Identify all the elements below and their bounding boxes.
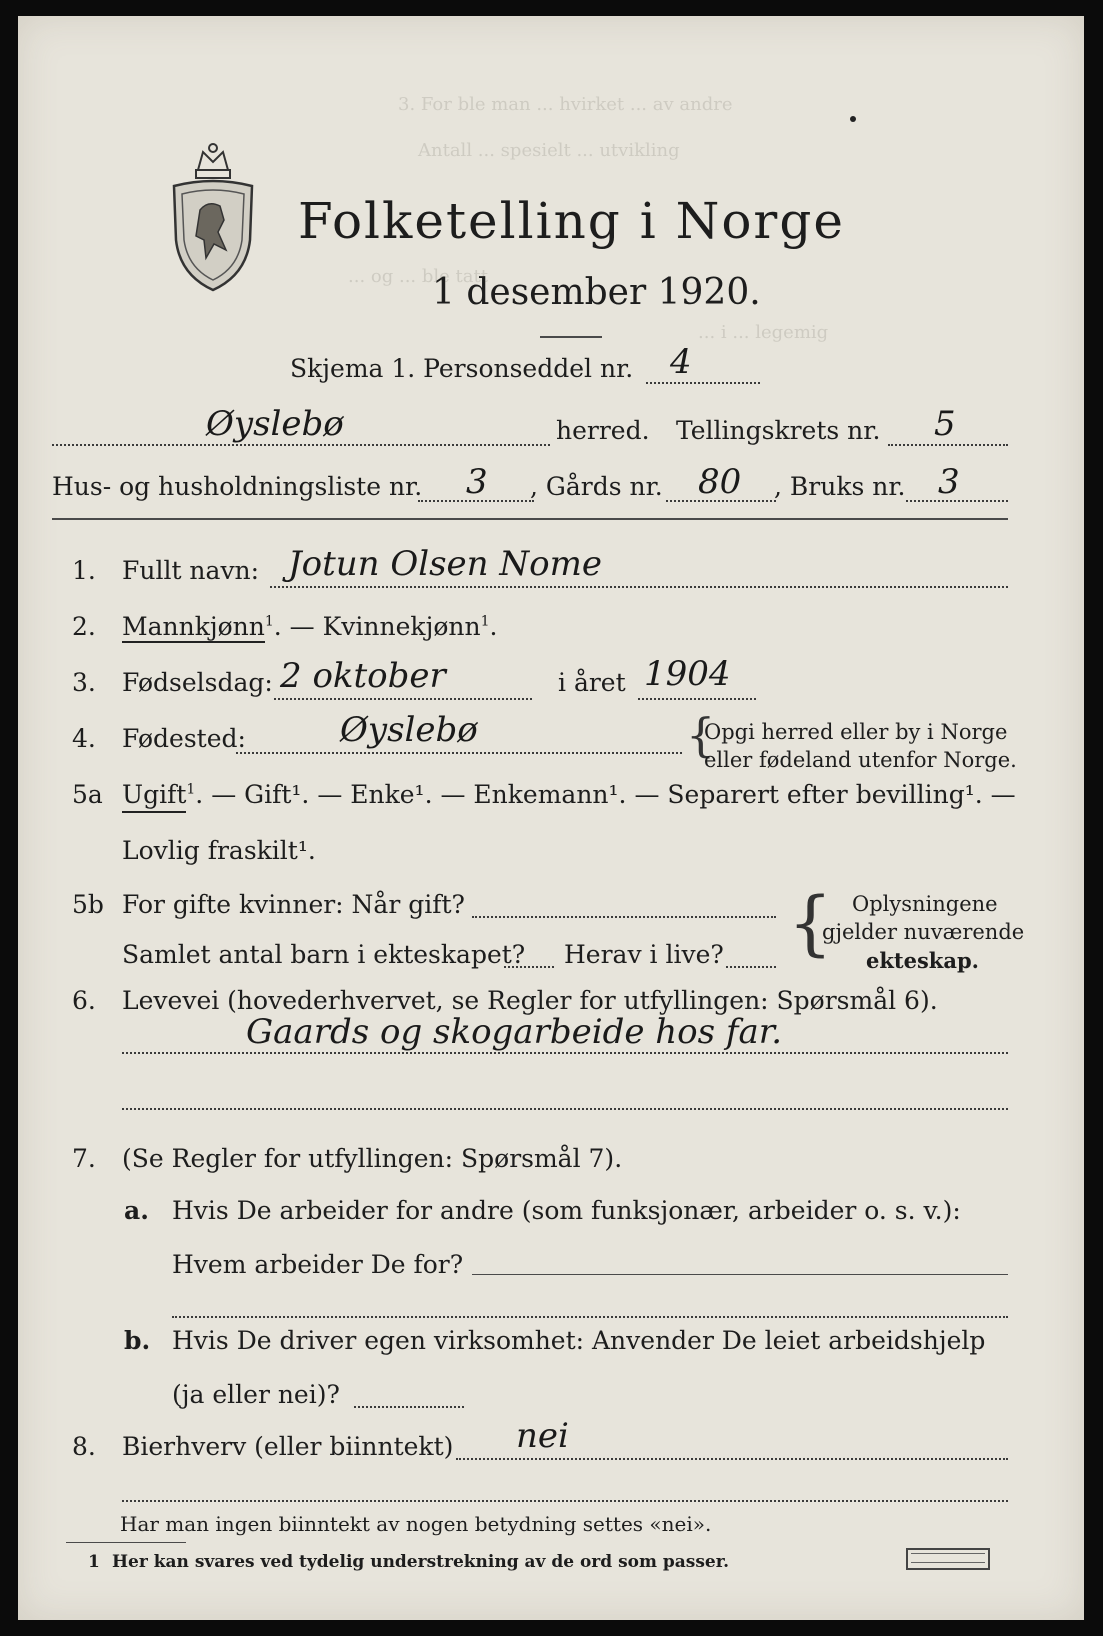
q1-line [270,586,1008,588]
q7-label: (Se Regler for utfyllingen: Spørsmål 7). [122,1144,623,1173]
q8-line1 [456,1458,1008,1460]
tellingskrets-line [888,444,1008,446]
footnote-mark: 1 [186,781,196,798]
herred-label: herred. [556,416,650,445]
marital-ugift-option[interactable]: Ugift [122,780,186,813]
q3-year-label: i året [558,668,626,697]
q2-options: Mannkjønn$^1$. — Kvinnekjønn$^1$. [122,612,498,641]
personseddel-line [646,382,760,384]
q7a-line1 [472,1274,1008,1275]
birth-year-value[interactable]: 1904 [644,654,731,694]
q7b-letter: b. [124,1326,151,1355]
q4-brace: { [686,708,716,762]
side-income-value[interactable]: nei [516,1416,569,1456]
q7-number: 7. [72,1144,96,1173]
census-date: 1 desember 1920. [432,272,761,313]
footnote-divider [66,1542,186,1543]
herred-line [52,444,550,446]
q6-line1 [122,1052,1008,1054]
herred-value[interactable]: Øyslebø [206,404,344,444]
q3-line [274,698,532,700]
q1-label: Fullt navn: [122,556,260,585]
q5a-number: 5a [72,780,103,809]
occupation-value[interactable]: Gaards og skogarbeide hos far. [246,1012,783,1052]
ink-spot [850,116,856,122]
q5b-brace: { [788,882,833,964]
census-form-page: Folketelling i Norge 1 desember 1920. 3. For ble man ... hvirket ... av andre Antall ... spesielt ... utvikling ... og ... ble tatt ... i ... legemig Skjema 1. Personseddel nr. 4 Øyslebø herred. Tellingskrets nr. 5 Hus- og husholdningsliste nr. 3 , Gårds nr. 80 , Bruks nr. 3 1. Fullt navn: Jotun Olsen Nome 2. Mannkjønn$^1$. — Kvinnekjønn$^1$. 3. Fødselsdag: 2 oktober i året 1904 4. Fødested: Øyslebø { Opgi herred eller by i Norge eller fødeland utenfor Norge. 5a Ugift$^1$. — Gift¹. — Enke¹. — Enkemann¹. — Separert efter bevilling¹. — Lovlig fraskilt¹. 5b For gifte kvinner: Når gift? Samlet antal barn i ekteskapet? Herav i live? { Oplysningene gjelder nuværende ekteskap. 6. Levevei (hovederhvervet, se Regler for utfyllingen: Spørsmål 6). Gaards og skogarbeide hos far. 7. (Se Regler for utfyllingen: Spørsmål 7). a. Hvis De arbeider for andre (som funksjonær, arbeider o. s. v.): Hvem arbeider De for? b. Hvis De driver egen virksomhet: Anvender De leiet arbeidshjelp (ja eller nei)? 8. Bierhverv (eller biinntekt) nei Har man ingen biinntekt av nogen betydning settes «nei». 1 Her kan svares ved tydelig understrekning av de ord som passer. [18,16,1084,1620]
footnote-mark: 1 [264,613,274,630]
tellingskrets-label: Tellingskrets nr. [676,416,881,445]
footnote-number: 1 [88,1552,100,1572]
q5b-note1: Oplysningene [852,892,998,916]
q3-year-line [638,698,756,700]
q7b-line [354,1406,464,1408]
q5b-note3: ekteskap. [866,948,979,973]
q3-label: Fødselsdag: [122,668,273,697]
footnote-mark: 1 [480,613,490,630]
marital-other-options[interactable]: . — Gift¹. — Enke¹. — Enkemann¹. — Separert efter bevilling¹. — [195,780,1016,809]
q2-separator: . — [273,612,323,641]
q5b-married-line [472,916,776,918]
bruks-label: , Bruks nr. [774,472,906,501]
husliste-nr[interactable]: 3 [466,462,488,502]
q4-note-line1: Opgi herred eller by i Norge [704,720,1008,744]
q3-number: 3. [72,668,96,697]
form-title: Folketelling i Norge [298,192,845,250]
q7a-line2 [172,1316,1008,1318]
q5b-children-line [504,966,554,968]
q4-note-line2: eller fødeland utenfor Norge. [704,748,1017,772]
q8-note: Har man ingen biinntekt av nogen betydning settes «nei». [120,1512,712,1536]
q7a-label2: Hvem arbeider De for? [172,1250,464,1279]
q5b-label1: For gifte kvinner: Når gift? [122,890,465,919]
birthday-value[interactable]: 2 oktober [280,656,446,696]
footnote-text: Her kan svares ved tydelig understrekning av de ord som passer. [112,1552,730,1572]
personseddel-nr[interactable]: 4 [670,342,692,382]
q8-line2 [122,1500,1008,1502]
full-name-value[interactable]: Jotun Olsen Nome [288,544,602,584]
printer-stamp [906,1548,990,1570]
q1-number: 1. [72,556,96,585]
q5a-line2[interactable]: Lovlig fraskilt¹. [122,836,316,865]
q5b-alive-line [726,966,776,968]
q2-number: 2. [72,612,96,641]
q7a-label: Hvis De arbeider for andre (som funksjonær, arbeider o. s. v.): [172,1196,961,1225]
q5a-options [122,780,1016,809]
q7a-letter: a. [124,1196,149,1225]
q4-label: Fødested: [122,724,246,753]
gards-nr[interactable]: 80 [698,462,742,502]
bruks-nr[interactable]: 3 [938,462,960,502]
q5b-label2: Samlet antal barn i ekteskapet? [122,940,526,969]
birthplace-value[interactable]: Øyslebø [340,710,478,750]
q6-label: Levevei (hovederhvervet, se Regler for utfyllingen: Spørsmål 6). [122,986,938,1015]
header-divider [52,518,1008,520]
q4-line [236,752,682,754]
q7b-label: Hvis De driver egen virksomhet: Anvender De leiet arbeidshjelp [172,1326,986,1355]
husliste-label: Hus- og husholdningsliste nr. [52,472,423,501]
q7b-label2: (ja eller nei)? [172,1380,340,1409]
q6-line2 [122,1108,1008,1110]
title-divider [540,336,602,338]
coat-of-arms-icon [168,140,258,300]
q5b-note2: gjelder nuværende [822,920,1025,944]
gards-label: , Gårds nr. [530,472,663,501]
q5b-label3: Herav i live? [564,940,724,969]
q6-number: 6. [72,986,96,1015]
tellingskrets-nr[interactable]: 5 [934,404,956,444]
gender-female-option[interactable]: Kvinnekjønn [322,612,481,641]
gender-male-option[interactable]: Mannkjønn [122,612,265,641]
q4-number: 4. [72,724,96,753]
skjema-label: Skjema 1. Personseddel nr. [290,354,634,383]
q8-number: 8. [72,1432,96,1461]
q8-label: Bierhverv (eller biinntekt) [122,1432,454,1461]
q5b-number: 5b [72,890,104,919]
